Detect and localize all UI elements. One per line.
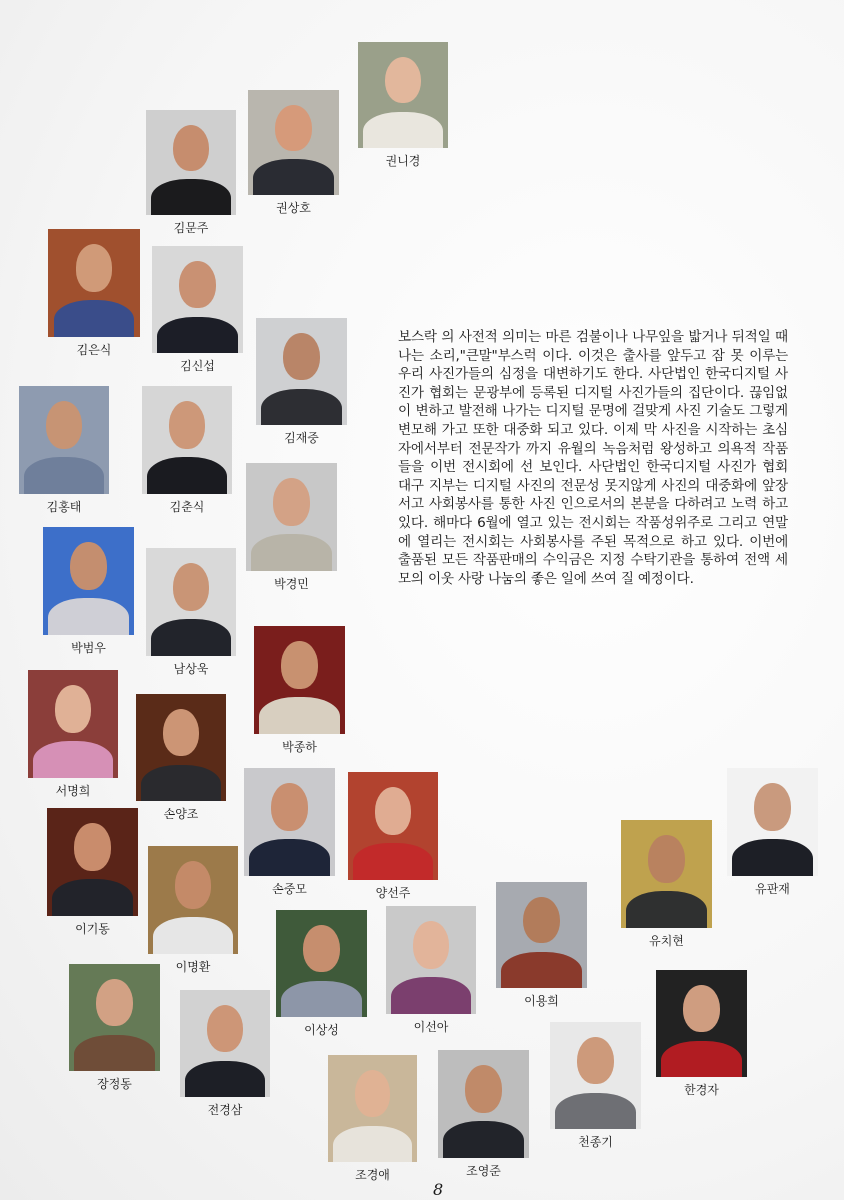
member-portrait <box>621 820 712 949</box>
member-photo <box>152 246 243 353</box>
member-name: 권니경 <box>385 154 421 168</box>
member-portrait <box>148 846 238 975</box>
member-photo <box>328 1055 417 1162</box>
member-portrait <box>69 964 160 1092</box>
member-photo <box>348 772 438 880</box>
member-name: 이용희 <box>524 994 559 1008</box>
member-name: 이선아 <box>413 1020 449 1034</box>
member-name: 서명희 <box>55 784 91 798</box>
member-photo <box>276 910 367 1017</box>
member-photo <box>142 386 232 494</box>
member-photo <box>621 820 712 928</box>
member-photo <box>180 990 270 1097</box>
member-portrait <box>142 386 232 515</box>
member-photo <box>246 463 337 571</box>
member-name: 김홍태 <box>46 500 82 514</box>
member-portrait <box>727 768 818 897</box>
member-portrait <box>256 318 347 446</box>
member-name: 이상성 <box>304 1023 339 1037</box>
member-portrait <box>146 110 236 236</box>
member-photo <box>43 527 134 635</box>
member-name: 손양조 <box>163 807 199 821</box>
member-portrait <box>19 386 109 515</box>
member-photo <box>248 90 339 195</box>
member-portrait <box>47 808 138 937</box>
member-portrait <box>386 906 476 1035</box>
member-portrait <box>48 229 140 358</box>
member-name: 손중모 <box>272 882 307 896</box>
member-portrait <box>28 670 118 799</box>
member-portrait <box>248 90 339 216</box>
member-photo <box>28 670 118 778</box>
member-photo <box>358 42 448 148</box>
member-photo <box>550 1022 641 1129</box>
member-photo <box>148 846 238 954</box>
member-portrait <box>550 1022 641 1150</box>
member-name: 이명환 <box>175 960 211 974</box>
member-photo <box>47 808 138 916</box>
member-name: 김문주 <box>173 221 209 235</box>
member-portrait <box>254 626 345 755</box>
member-name: 장정동 <box>97 1077 132 1091</box>
member-photo <box>727 768 818 876</box>
member-portrait <box>246 463 337 592</box>
member-photo <box>656 970 747 1077</box>
member-name: 김신섭 <box>180 359 215 373</box>
member-name: 김춘식 <box>169 500 205 514</box>
member-name: 박경민 <box>274 577 309 591</box>
intro-paragraph <box>398 328 788 588</box>
member-portrait <box>276 910 367 1038</box>
member-name: 박범우 <box>71 641 106 655</box>
page-number: 8 <box>433 1180 444 1199</box>
member-name: 천종기 <box>578 1135 613 1149</box>
member-photo <box>254 626 345 734</box>
member-name: 양선주 <box>375 886 411 900</box>
member-portrait <box>496 882 587 1009</box>
member-name: 김은식 <box>76 343 112 357</box>
member-photo <box>48 229 140 337</box>
member-photo <box>69 964 160 1071</box>
member-name: 유판재 <box>755 882 790 896</box>
member-name: 김재중 <box>284 431 319 445</box>
member-name: 조경애 <box>355 1168 390 1182</box>
member-photo <box>438 1050 529 1158</box>
member-portrait <box>146 548 236 677</box>
member-portrait <box>358 42 448 169</box>
member-name: 이기동 <box>75 922 110 936</box>
member-photo <box>496 882 587 988</box>
member-portrait <box>152 246 243 374</box>
member-name: 남상욱 <box>173 662 209 676</box>
member-portrait <box>43 527 134 656</box>
member-name: 한경자 <box>684 1083 719 1097</box>
member-name: 박종하 <box>282 740 317 754</box>
member-photo <box>19 386 109 494</box>
member-name: 조영준 <box>466 1164 501 1178</box>
member-photo <box>386 906 476 1014</box>
member-photo <box>256 318 347 425</box>
member-photo <box>136 694 226 801</box>
member-photo <box>244 768 335 876</box>
member-name: 전경삼 <box>207 1103 243 1117</box>
member-portrait <box>180 990 270 1118</box>
member-portrait <box>244 768 335 897</box>
member-portrait <box>656 970 747 1098</box>
member-portrait <box>136 694 226 822</box>
member-photo <box>146 110 236 215</box>
member-photo <box>146 548 236 656</box>
member-portrait <box>438 1050 529 1179</box>
member-name: 유치현 <box>649 934 684 948</box>
member-name: 권상호 <box>276 201 311 215</box>
member-portrait <box>328 1055 417 1183</box>
member-portrait <box>348 772 438 901</box>
intro-text: 보스락 의 사전적 의미는 마른 검불이나 나무잎을 밟거나 뒤적일 때 나는 소리,"큰말"부스럭 이다. 이것은 출사를 앞두고 잠 못 이루는 우리 사진가들의 심정을 대변하기도 한다. 사단법인 한국디지털 사진가 협회는 문광부에 등록된 디지털 사진가들의 집단이다. 끊임없이 변하고 발전해 나가는 디지털 문명에 걸맞게 사진 기술도 그렇게 변모해 가고 또한 대중화 되고 있다. 이제 막 사진을 시작하는 초심자에서부터 전문작가 까지 유월의 녹음처럼 왕성하고 의욕적 작품들을 이번 전시회에 선 보인다. 사단법인 한국디지털 사진가 협회 대구 지부는 디지털 사진의 전문성 못지않게 사진의 대중화에 앞장서고 사회봉사를 통한 사진 인으로서의 본분을 다하려고 노력 하고 있다. 해마다 6월에 열고 있는 전시회는 작품성위주로 그리고 연말에 열리는 전시회는 사회봉사를 주된 목적으로 하고 있다. 이번에 출품된 모든 작품판매의 수익금은 지정 수탁기관을 통하여 전액 세모의 이웃 사랑 나눔의 좋은 일에 쓰여 질 예정이다. <box>398 329 788 587</box>
